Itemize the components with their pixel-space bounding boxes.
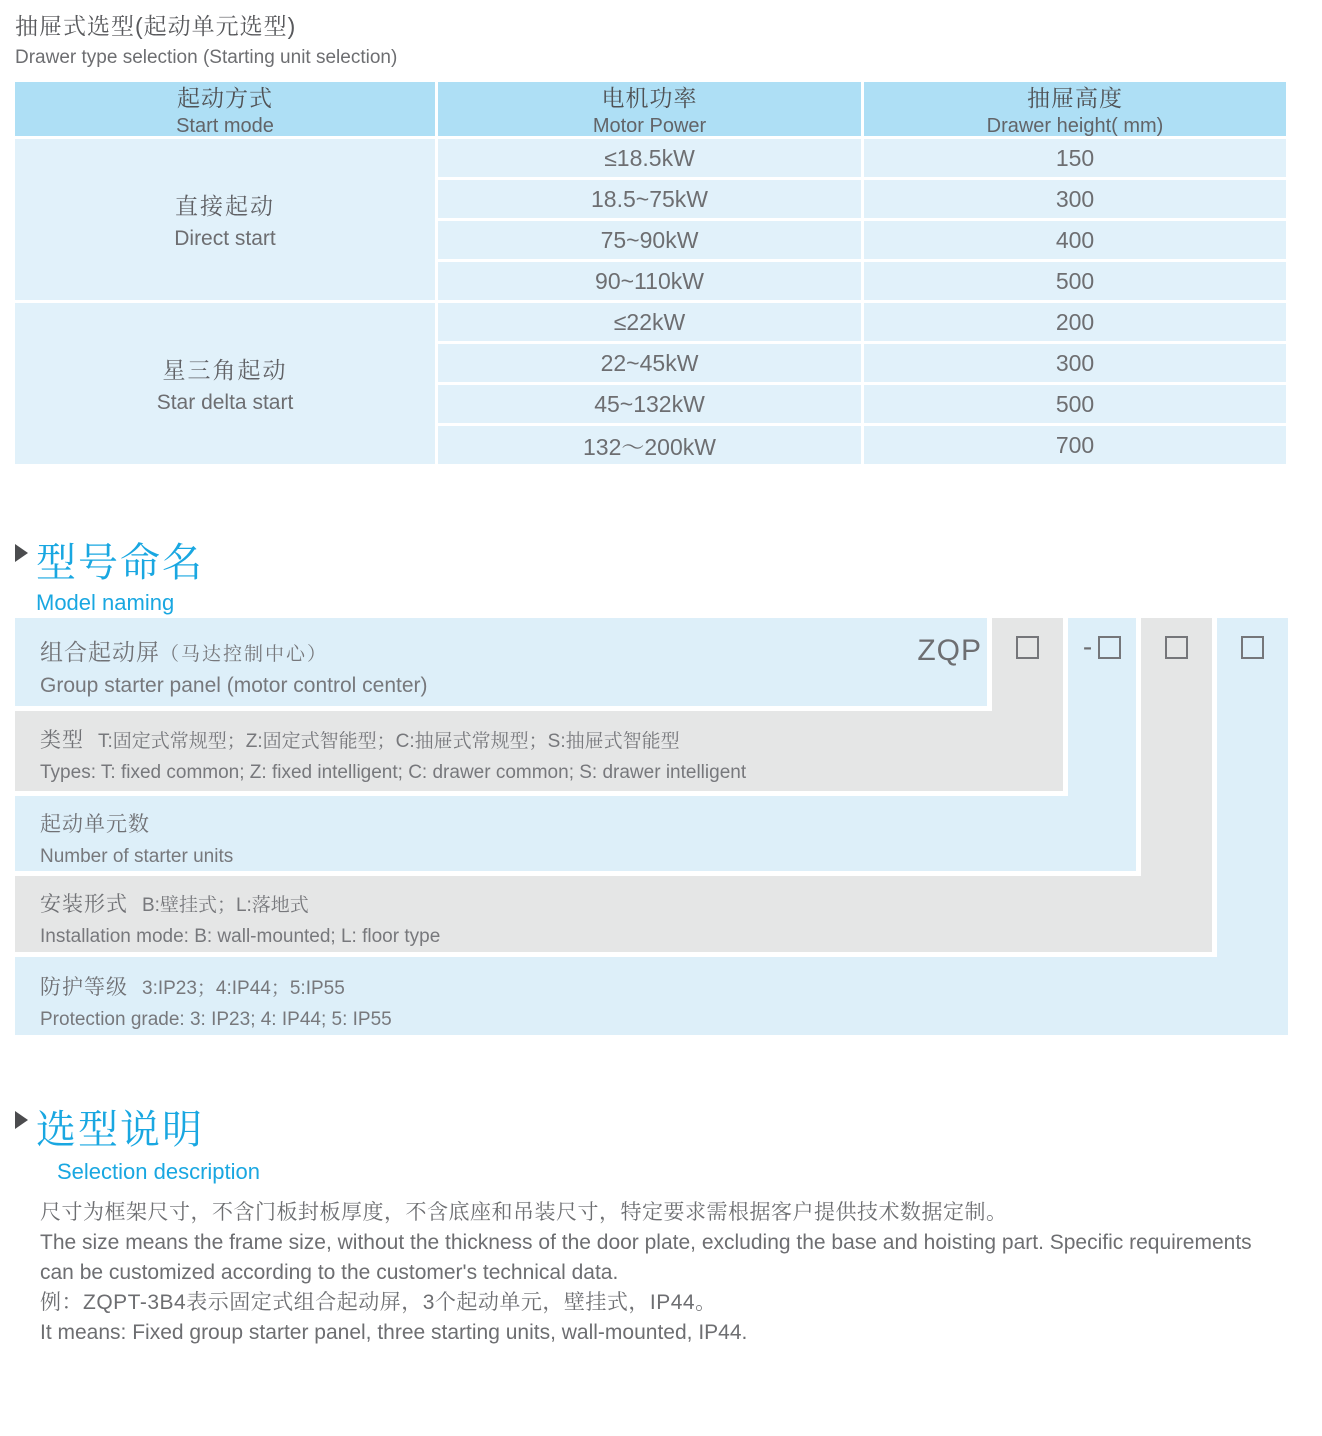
- mode-zh: 星三角起动: [162, 357, 288, 383]
- header-en: Start mode: [176, 115, 274, 137]
- band-label: 类型: [40, 729, 84, 752]
- code-column-installation: [1141, 618, 1212, 952]
- paragraph-en: The size means the frame size, without the thickness of the door plate, excluding the base and hoisting part. Specific requirements can be customized according to the customer's technical data.: [40, 1231, 1252, 1284]
- page-title: 抽屉式选型(起动单元选型): [15, 13, 297, 39]
- column-header-drawer-height: [864, 82, 1286, 136]
- model-code-prefix: ZQP: [917, 634, 982, 667]
- code-placeholder-box: [1016, 636, 1039, 659]
- drawer-selection-table: [15, 82, 1286, 464]
- band-label: 安装形式: [40, 893, 128, 916]
- band-label: 起动单元数: [40, 813, 150, 836]
- cell-power: 22~45kW: [438, 344, 861, 382]
- band-label: 防护等级: [40, 976, 128, 999]
- band-detail: T:固定式常规型；Z:固定式智能型；C:抽屉式常规型；S:抽屉式智能型: [98, 731, 680, 752]
- code-column-type: [992, 618, 1063, 791]
- band-en: Protection grade: 3: IP23; 4: IP44; 5: IP55: [40, 1009, 392, 1030]
- section-title-en: Model naming: [36, 590, 175, 615]
- mode-cell-star-delta-start: [15, 303, 435, 464]
- cell-power: 18.5~75kW: [438, 180, 861, 218]
- mode-cell-direct-start: [15, 139, 435, 300]
- model-naming-diagram: [15, 618, 1288, 1035]
- doc-header: [15, 8, 397, 69]
- column-header-motor-power: [438, 82, 861, 136]
- code-placeholder-box: [1165, 636, 1188, 659]
- cell-height: 700: [864, 426, 1286, 464]
- paragraph-zh: 例：ZQPT-3B4表示固定式组合起动屏，3个起动单元，壁挂式，IP44。: [40, 1291, 717, 1314]
- header-zh: 电机功率: [601, 85, 698, 111]
- naming-band-protection: [15, 957, 1288, 1035]
- naming-band-group-starter: [15, 618, 987, 706]
- band-en: Group starter panel (motor control center): [40, 674, 428, 697]
- code-column-protection: [1217, 618, 1288, 1035]
- band-en: Number of starter units: [40, 846, 234, 867]
- band-en: Types: T: fixed common; Z: fixed intelligent; C: drawer common; S: drawer intelligent: [40, 762, 747, 783]
- cell-power: 45~132kW: [438, 385, 861, 423]
- naming-band-installation: [15, 876, 1212, 952]
- section-title-zh: 型号命名: [36, 541, 204, 585]
- cell-power: 90~110kW: [438, 262, 861, 300]
- cell-height: 300: [864, 180, 1286, 218]
- section-title-zh: 选型说明: [36, 1108, 204, 1152]
- band-en: Installation mode: B: wall-mounted; L: floor type: [40, 926, 441, 947]
- band-zh-paren: （马达控制中心）: [160, 644, 329, 665]
- mode-en: Star delta start: [156, 391, 294, 414]
- mode-en: Direct start: [174, 227, 276, 250]
- mode-zh: 直接起动: [175, 193, 275, 219]
- band-detail: B:壁挂式；L:落地式: [142, 895, 309, 916]
- code-dash: -: [1082, 631, 1093, 662]
- cell-height: 200: [864, 303, 1286, 341]
- page-subtitle: Drawer type selection (Starting unit selection): [15, 47, 398, 68]
- band-detail: 3:IP23；4:IP44；5:IP55: [142, 978, 345, 999]
- header-en: Motor Power: [592, 115, 707, 137]
- code-placeholder-box: [1098, 636, 1121, 659]
- cell-height: 400: [864, 221, 1286, 259]
- naming-band-starter-units: [15, 796, 1136, 871]
- cell-height: 150: [864, 139, 1286, 177]
- selection-description: [40, 1198, 1285, 1348]
- header-zh: 抽屉高度: [1027, 85, 1123, 111]
- cell-power: ≤22kW: [438, 303, 861, 341]
- section-title-en: Selection description: [57, 1159, 261, 1184]
- band-zh: 组合起动屏: [40, 639, 160, 665]
- cell-height: 500: [864, 385, 1286, 423]
- cell-height: 500: [864, 262, 1286, 300]
- section-arrow-icon: [15, 1111, 28, 1129]
- section-selection-title: [15, 1098, 260, 1185]
- naming-band-types: [15, 711, 1063, 791]
- paragraph-zh: 尺寸为框架尺寸，不含门板封板厚度，不含底座和吊装尺寸，特定要求需根据客户提供技术数据定制。: [40, 1201, 1008, 1224]
- section-arrow-icon: [15, 544, 28, 562]
- cell-height: 300: [864, 344, 1286, 382]
- cell-power: ≤18.5kW: [438, 139, 861, 177]
- header-zh: 起动方式: [177, 85, 273, 111]
- column-header-start-mode: [15, 82, 435, 136]
- cell-power: 75~90kW: [438, 221, 861, 259]
- cell-power: 132～200kW: [438, 426, 861, 464]
- code-column-units: [1068, 618, 1136, 871]
- paragraph-en: It means: Fixed group starter panel, three starting units, wall-mounted, IP44.: [40, 1321, 748, 1344]
- header-en: Drawer height( mm): [986, 115, 1164, 137]
- section-model-naming-title: [15, 531, 204, 616]
- code-placeholder-box: [1241, 636, 1264, 659]
